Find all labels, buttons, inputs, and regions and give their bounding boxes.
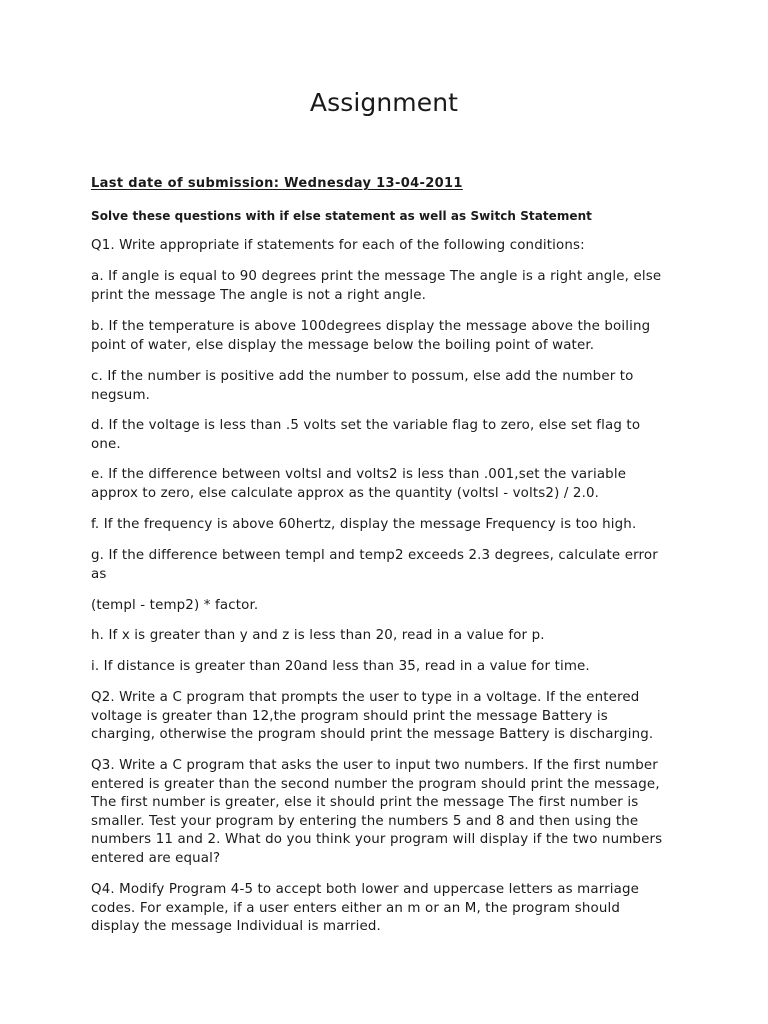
paragraph-line: entered are equal? <box>91 850 221 866</box>
paragraph-line: b. If the temperature is above 100degrees display the message above the boiling <box>91 319 651 334</box>
paragraph-line: point of water, else display the message below the boiling point of water. <box>91 337 595 353</box>
paragraph-line: voltage is greater than 12,the program should print the message Battery is <box>91 708 608 724</box>
paragraph-line: approx to zero, else calculate approx as the quantity (voltsl - volts2) / 2.0. <box>91 485 600 501</box>
question-4 <box>91 881 691 937</box>
paragraph-line: one. <box>91 436 121 452</box>
paragraph-line: display the message Individual is married. <box>91 919 381 934</box>
page-title: Assignment <box>309 88 459 117</box>
paragraph-line: Q2. Write a C program that prompts the user to type in a voltage. If the entered <box>91 690 640 705</box>
condition-h <box>91 627 691 646</box>
condition-i <box>91 658 691 677</box>
paragraph-line: print the message The angle is not a right angle. <box>91 287 427 303</box>
paragraph-line: d. If the voltage is less than .5 volts set the variable flag to zero, else set flag to <box>91 418 641 433</box>
condition-a <box>91 268 691 305</box>
paragraph-line: Q3. Write a C program that asks the user to input two numbers. If the first number <box>91 758 658 773</box>
paragraph-line: codes. For example, if a user enters either an m or an M, the program should <box>91 900 621 916</box>
condition-g <box>91 547 691 584</box>
question-2 <box>91 689 691 745</box>
paragraph-line: as <box>91 566 107 582</box>
paragraph-line: g. If the difference between templ and temp2 exceeds 2.3 degrees, calculate error <box>91 548 658 563</box>
question-1 <box>91 237 691 256</box>
paragraph-line: a. If angle is equal to 90 degrees print the message The angle is a right angle, else <box>91 269 662 284</box>
paragraph-line: (templ - temp2) * factor. <box>91 598 259 613</box>
question-3 <box>91 757 691 868</box>
paragraph-line: i. If distance is greater than 20and less than 35, read in a value for time. <box>91 659 590 674</box>
paragraph-line: f. If the frequency is above 60hertz, display the message Frequency is too high. <box>91 517 637 532</box>
condition-f <box>91 516 691 535</box>
condition-b <box>91 318 691 355</box>
paragraph-line: Q4. Modify Program 4-5 to accept both lower and uppercase letters as marriage <box>91 882 640 897</box>
condition-e <box>91 466 691 503</box>
condition-g-formula <box>91 597 691 616</box>
condition-c <box>91 368 691 405</box>
paragraph-line: numbers 11 and 2. What do you think your program will display if the two numbers <box>91 832 663 847</box>
submission-deadline: Last date of submission: Wednesday 13-04-2011 <box>91 176 463 191</box>
paragraph-line: negsum. <box>91 387 151 403</box>
paragraph-line: Q1. Write appropriate if statements for each of the following conditions: <box>91 238 585 253</box>
instruction-text: Solve these questions with if else statement as well as Switch Statement <box>91 209 592 223</box>
paragraph-line: c. If the number is positive add the number to possum, else add the number to <box>91 369 634 384</box>
paragraph-line: h. If x is greater than y and z is less than 20, read in a value for p. <box>91 628 545 643</box>
paragraph-line: entered is greater than the second number the program should print the message, <box>91 776 660 792</box>
condition-d <box>91 417 691 454</box>
paragraph-line: e. If the difference between voltsl and volts2 is less than .001,set the variable <box>91 467 627 482</box>
paragraph-line: charging, otherwise the program should print the message Battery is discharging. <box>91 727 654 742</box>
paragraph-line: smaller. Test your program by entering the numbers 5 and 8 and then using the <box>91 813 639 829</box>
paragraph-line: The first number is greater, else it should print the message The first number is <box>91 795 639 810</box>
